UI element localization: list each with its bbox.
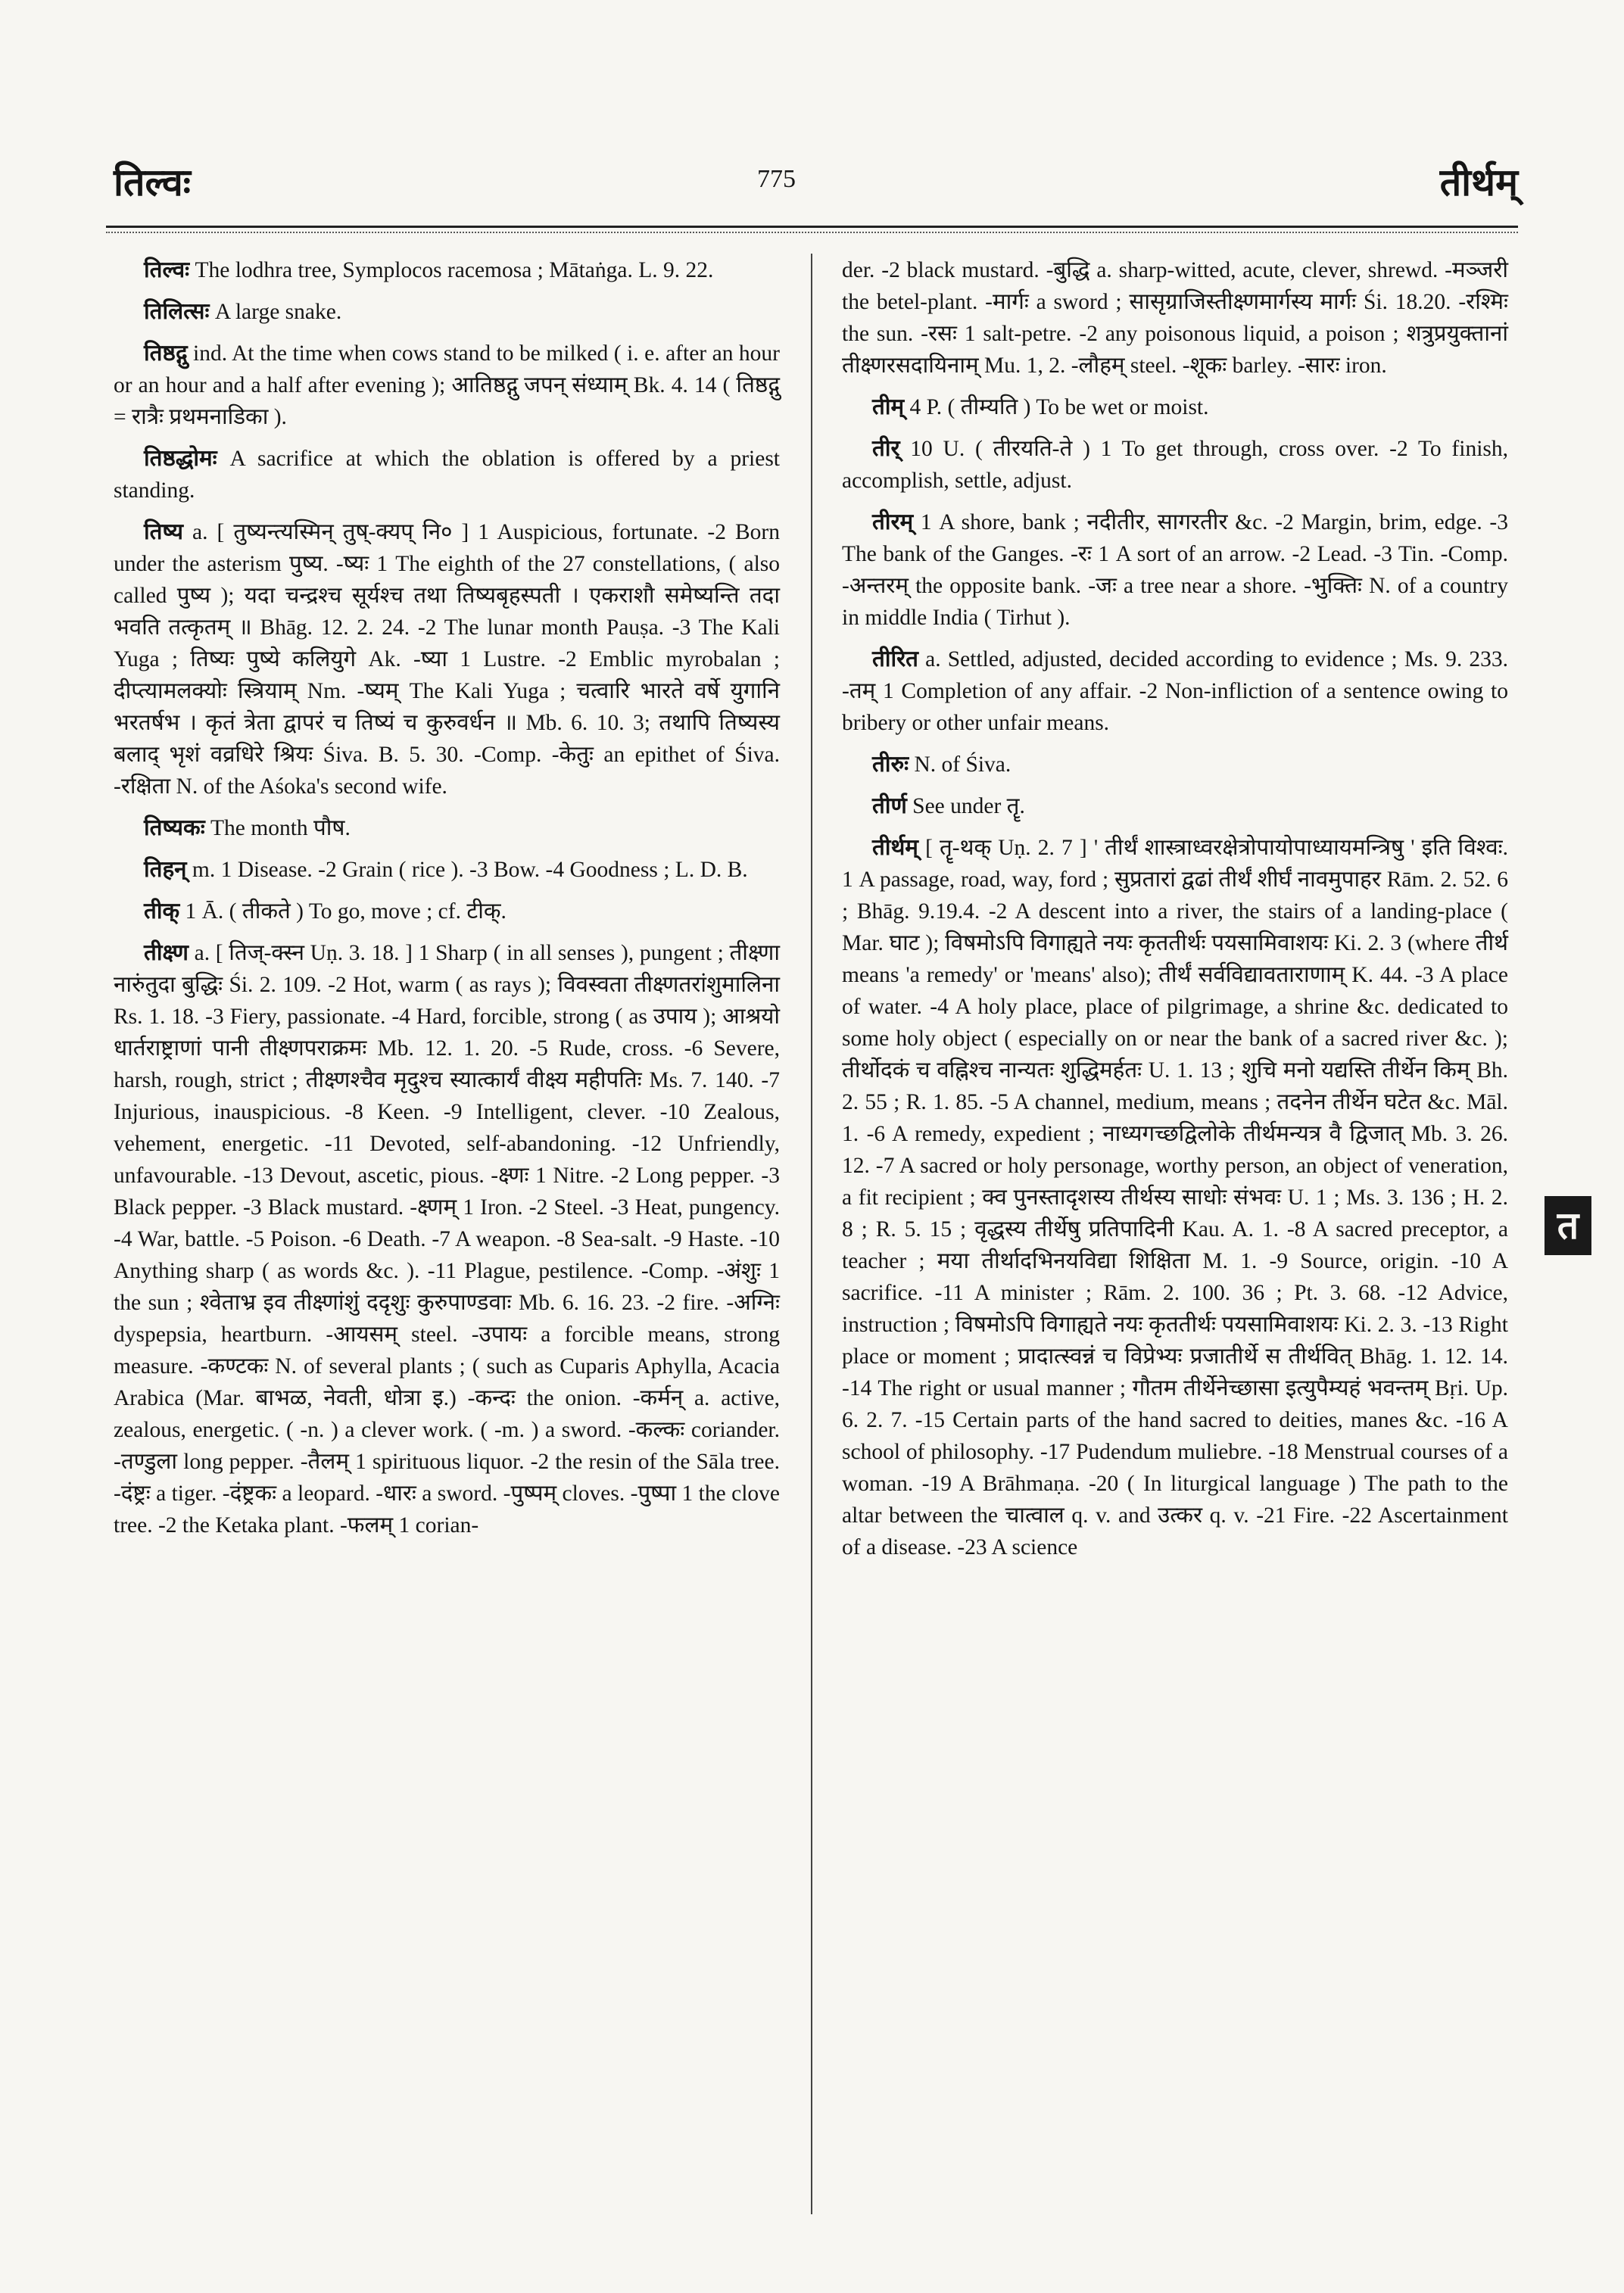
dictionary-entry [114,254,780,286]
dictionary-entry [114,895,780,927]
dictionary-entry [114,442,780,506]
entry-definition: The lodhra tree, Symplocos racemosa ; Mātaṅga. L. 9. 22. [189,258,714,282]
entry-headword: तीर् [872,435,900,461]
entry-headword: तीर्ण [872,792,907,818]
dictionary-entry [842,748,1508,780]
entry-definition: 10 U. ( तीरयति-ते ) 1 To get through, cross over. -2 To finish, accomplish, settle, adjust. [842,437,1508,493]
entry-definition: ind. At the time when cows stand to be milked ( i. e. after an hour or an hour and a half after evening ); आतिष्ठद्गु जपन् संध्याम् Bk. 4. 14 ( तिष्ठद्गु = रात्रैः प्रथमनाडिका ). [114,341,780,429]
dictionary-entry [842,391,1508,423]
entry-definition: a. [ तुष्यन्त्यस्मिन् तुष्-क्यप् नि० ] 1 Auspicious, fortunate. -2 Born under the asterism पुष्य. -ष्यः 1 The eighth of the 27 constellations, ( also called पुष्य ); यदा चन्द्रश्च सूर्यश्च तथा तिष्यबृहस्पती । एकराशौ समेष्यन्ति तदा भवति तत्कृतम् ॥ Bhāg. 12. 2. 24. -2 The lunar month Pauṣa. -3 The Kali Yuga ; तिष्यः पुष्ये कलियुगे Ak. -ष्या 1 Lustre. -2 Emblic myrobalan ; दीप्त्यामलक्योः स्त्रियाम् Nm. -ष्यम् The Kali Yuga ; चत्वारि भारते वर्षे युगानि भरतर्षभ । कृतं त्रेता द्वापरं च तिष्यं च कुरुवर्धन ॥ Mb. 6. 10. 3; तथापि तिष्यस्य बलाद् भृशं वव्रधिरे श्रियः Śiva. B. 5. 30. -Comp. -केतुः an epithet of Śiva. -रक्षिता N. of the Aśoka's second wife. [114,520,780,799]
entry-definition: A large snake. [209,300,342,324]
dictionary-entry-continuation [842,254,1508,382]
entry-definition: m. 1 Disease. -2 Grain ( rice ). -3 Bow. -4 Goodness ; L. D. B. [186,858,748,882]
dictionary-entry [114,295,780,328]
entry-definition: a. Settled, adjusted, decided according to evidence ; Ms. 9. 233. -तम् 1 Completion of any affair. -2 Non-infliction of a sentence owing to bribery or other unfair means. [842,647,1508,735]
entry-headword: तीक् [144,897,180,924]
entry-headword: तीरम् [872,508,914,534]
dictionary-entry [842,506,1508,634]
page-number: 775 [757,165,796,193]
entry-definition: 1 Ā. ( तीकते ) To go, move ; cf. टीक्. [179,899,507,924]
header-rule [106,226,1518,228]
left-guide-word: तिल्वः [114,160,191,204]
entry-definition: a. [ तिज्-क्स्न Uṇ. 3. 18. ] 1 Sharp ( in all senses ), pungent ; तीक्ष्णा नारुंतुदा बुद्धिः Śi. 2. 109. -2 Hot, warm ( as rays ); विवस्वता तीक्ष्णतरांशुमालिना Rs. 1. 18. -3 Fiery, passionate. -4 Hard, forcible, strong ( as उपाय ); आश्रयो धार्तराष्ट्राणां पानी तीक्ष्णपराक्रमः Mb. 12. 1. 20. -5 Rude, cross. -6 Severe, harsh, rough, strict ; तीक्ष्णश्चैव मृदुश्च स्यात्कार्यं वीक्ष्य महीपतिः Ms. 7. 140. -7 Injurious, inauspicious. -8 Keen. -9 Intelligent, clever. -10 Zealous, vehement, energetic. -11 Devoted, self-abandoning. -12 Unfriendly, unfavourable. -13 Devout, ascetic, pious. -क्ष्णः 1 Nitre. -2 Long pepper. -3 Black pepper. -3 Black mustard. -क्ष्णम् 1 Iron. -2 Steel. -3 Heat, pungency. -4 War, battle. -5 Poison. -6 Death. -7 A weapon. -8 Sea-salt. -9 Haste. -10 Anything sharp ( as words &c. ). -11 Plague, pestilence. -Comp. -अंशुः 1 the sun ; श्वेताभ्र इव तीक्ष्णांशुं ददृशुः कुरुपाण्डवाः Mb. 6. 16. 23. -2 fire. -अग्निः dyspepsia, heartburn. -आयसम् steel. -उपायः a forcible means, strong measure. -कण्टकः N. of several plants ; ( such as Cuparis Aphylla, Acacia Arabica (Mar. बाभळ, नेवती, धोत्रा इ.) -कन्दः the onion. -कर्मन् a. active, zealous, energetic. ( -n. ) a clever work. ( -m. ) a sword. -कल्कः coriander. -तण्डुला long pepper. -तैलम् 1 spirituous liquor. -2 the resin of the Sāla tree. -दंष्ट्रः a tiger. -दंष्ट्रकः a leopard. -धारः a sword. -पुष्पम् cloves. -पुष्पा 1 the clove tree. -2 the Ketaka plant. -फलम् 1 corian- [114,941,780,1537]
entry-headword: तिहन् [144,855,187,882]
right-column [842,254,1508,1572]
entry-headword: तीम् [872,393,905,419]
entry-headword: तिष्ठद्धोमः [144,444,217,471]
dictionary-entry [114,516,780,802]
entry-headword: तिष्य [144,518,184,544]
entry-definition: The month पौष. [204,816,351,840]
dictionary-entry [842,790,1508,822]
dictionary-entry [114,853,780,886]
dictionary-entry [114,936,780,1541]
entry-definition: N. of Śiva. [909,752,1011,777]
dictionary-entry [842,432,1508,497]
header-dotted-rule [106,232,1518,233]
entry-definition: 4 P. ( तीम्यति ) To be wet or moist. [904,395,1209,419]
entry-definition: See under तॄ. [906,794,1025,818]
column-divider [811,254,812,2214]
entry-definition: der. -2 black mustard. -बुद्धि a. sharp-witted, acute, clever, shrewd. -मञ्जरी the betel-plant. -मार्गः a sword ; सासृग्राजिस्तीक्ष्णमार्गस्य मार्गः Śi. 18.20. -रश्मिः the sun. -रसः 1 salt-petre. -2 any poisonous liquid, a poison ; शत्रुप्रयुक्तानां तीक्ष्णरसदायिनाम् Mu. 1, 2. -लौहम् steel. -शूकः barley. -सारः iron. [842,258,1508,378]
thumb-index-tab: त [1545,1196,1591,1255]
dictionary-entry [842,831,1508,1563]
entry-headword: तिलित्सः [144,298,210,324]
entry-headword: तीक्ष्ण [144,939,189,965]
entry-headword: तीर्थम् [872,833,918,860]
entry-headword: तीरुः [872,750,909,777]
entry-definition: A sacrifice at which the oblation is offered by a priest standing. [114,447,780,503]
dictionary-entry [842,643,1508,739]
entry-headword: तिष्यकः [144,814,205,840]
entry-definition: 1 A shore, bank ; नदीतीर, सागरतीर &c. -2 Margin, brim, edge. -3 The bank of the Ganges. -रः 1 A sort of an arrow. -2 Lead. -3 Tin. -Comp. -अन्तरम् the opposite bank. -जः a tree near a shore. -भुक्तिः N. of a country in middle India ( Tirhut ). [842,510,1508,630]
dictionary-entry [114,812,780,844]
right-guide-word: तीर्थम् [1439,160,1518,204]
dictionary-entry [114,337,780,433]
entry-definition: [ तॄ-थक् Uṇ. 2. 7 ] ' तीर्थं शास्त्राध्वरक्षेत्रोपायोपाध्यायमन्त्रिषु ' इति विश्वः. 1 A passage, road, way, ford ; सुप्रतारां द्वढां तीर्थं शीर्घं नावमुपाहर Rām. 2. 52. 6 ; Bhāg. 9.19.4. -2 A descent into a river, the stairs of a landing-place ( Mar. घाट ); विषमोऽपि विगाह्यते नयः कृततीर्थः पयसामिवाशयः Ki. 2. 3 (where तीर्थ means 'a remedy' or 'means' also); तीर्थं सर्वविद्यावताराणाम् K. 44. -3 A place of water. -4 A holy place, place of pilgrimage, a shrine &c. dedicated to some holy object ( especially on or near the bank of a sacred river &c. ); तीर्थोदकं च वह्निश्च नान्यतः शुद्धिमर्हतः U. 1. 13 ; शुचि मनो यद्यस्ति तीर्थेन किम् Bh. 2. 55 ; R. 1. 85. -5 A channel, medium, means ; तदनेन तीर्थेन घटेत &c. Māl. 1. -6 A remedy, expedient ; नाध्यगच्छद्विलोके तीर्थमन्यत्र वै द्विजात् Mb. 3. 26. 12. -7 A sacred or holy personage, worthy person, an object of veneration, a fit recipient ; क्व पुनस्तादृशस्य तीर्थस्य साधोः संभवः U. 1 ; Ms. 3. 136 ; H. 2. 8 ; R. 5. 15 ; वृद्धस्य तीर्थेषु प्रतिपादिनी Kau. A. 1. -8 A sacred preceptor, a teacher ; मया तीर्थादभिनयविद्या शिक्षिता M. 1. -9 Source, origin. -10 A sacrifice. -11 A minister ; Rām. 2. 100. 36 ; Pt. 3. 68. -12 Advice, instruction ; विषमोऽपि विगाह्यते नयः कृततीर्थः पयसामिवाशयः Ki. 2. 3. -13 Right place or moment ; प्रादात्स्वन्नं च विप्रेभ्यः प्रजातीर्थे स तीर्थवित् Bhāg. 1. 12. 14. -14 The right or usual manner ; गौतम तीर्थेनेच्छासा इत्युपैम्यहं भवन्तम् Bṛi. Up. 6. 2. 7. -15 Certain parts of the hand sacred to deities, manes &c. -16 A school of philosophy. -17 Pudendum muliebre. -18 Menstrual courses of a woman. -19 A Brāhmaṇa. -20 ( In liturgical language ) The path to the altar between the चात्वाल q. v. and उत्कर q. v. -21 Fire. -22 Ascertainment of a disease. -23 A science [842,836,1508,1559]
left-column [114,254,780,1550]
entry-headword: तिल्वः [144,256,190,282]
entry-headword: तिष्ठद्गु [144,339,188,366]
entry-headword: तीरित [872,645,918,671]
